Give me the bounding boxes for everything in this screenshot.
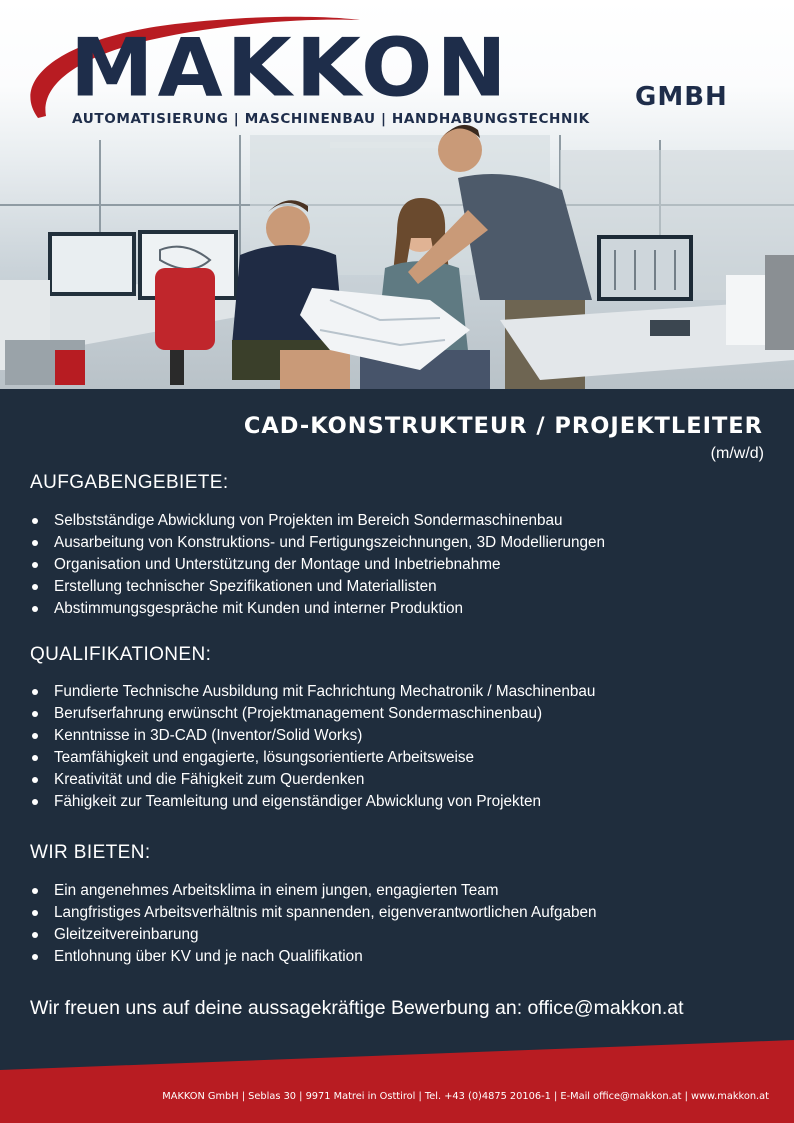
list-item: Langfristiges Arbeitsverhältnis mit spannenden, eigenverantwortlichen Aufgaben (30, 902, 597, 924)
list-item: Fundierte Technische Ausbildung mit Fachrichtung Mechatronik / Maschinenbau (30, 681, 595, 703)
list-item: Berufserfahrung erwünscht (Projektmanagement Sondermaschinenbau) (30, 703, 595, 725)
list-item: Teamfähigkeit und engagierte, lösungsorientierte Arbeitsweise (30, 747, 595, 769)
footer-contact-info: MAKKON GmbH | Seblas 30 | 9971 Matrei in Osttirol | Tel. +43 (0)4875 20106-1 | E-Mail office@makkon.at | www.makkon.at (162, 1091, 769, 1102)
list-item: Abstimmungsgespräche mit Kunden und interner Produktion (30, 598, 605, 620)
brand-tagline: AUTOMATISIERUNG | MASCHINENBAU | HANDHABUNGSTECHNIK (72, 111, 590, 127)
list-item: Entlohnung über KV und je nach Qualifikation (30, 946, 597, 968)
list-item: Ein angenehmes Arbeitsklima in einem jungen, engagierten Team (30, 880, 597, 902)
benefits-list (30, 880, 597, 968)
tasks-list (30, 510, 605, 620)
section-heading-qualifications: QUALIFIKATIONEN: (30, 644, 212, 665)
application-call-to-action: Wir freuen uns auf deine aussagekräftige Bewerbung an: office@makkon.at (30, 997, 684, 1019)
brand-legal-suffix: GMBH (635, 82, 728, 112)
list-item: Kenntnisse in 3D-CAD (Inventor/Solid Works) (30, 725, 595, 747)
list-item: Gleitzeitvereinbarung (30, 924, 597, 946)
list-item: Fähigkeit zur Teamleitung und eigenständiger Abwicklung von Projekten (30, 791, 595, 813)
section-heading-benefits: WIR BIETEN: (30, 842, 151, 863)
job-description-panel (0, 389, 794, 1123)
list-item: Erstellung technischer Spezifikationen und Materiallisten (30, 576, 605, 598)
job-gender-note: (m/w/d) (710, 445, 764, 462)
list-item: Selbstständige Abwicklung von Projekten im Bereich Sondermaschinenbau (30, 510, 605, 532)
list-item: Kreativität und die Fähigkeit zum Querdenken (30, 769, 595, 791)
brand-logo-wordmark: MAKKON (70, 21, 511, 115)
job-title: CAD-KONSTRUKTEUR / PROJEKTLEITER (243, 413, 763, 439)
footer-red-band (0, 1040, 794, 1123)
list-item: Ausarbeitung von Konstruktions- und Fertigungszeichnungen, 3D Modellierungen (30, 532, 605, 554)
section-heading-tasks: AUFGABENGEBIETE: (30, 472, 229, 493)
list-item: Organisation und Unterstützung der Montage und Inbetriebnahme (30, 554, 605, 576)
qualifications-list (30, 681, 595, 813)
